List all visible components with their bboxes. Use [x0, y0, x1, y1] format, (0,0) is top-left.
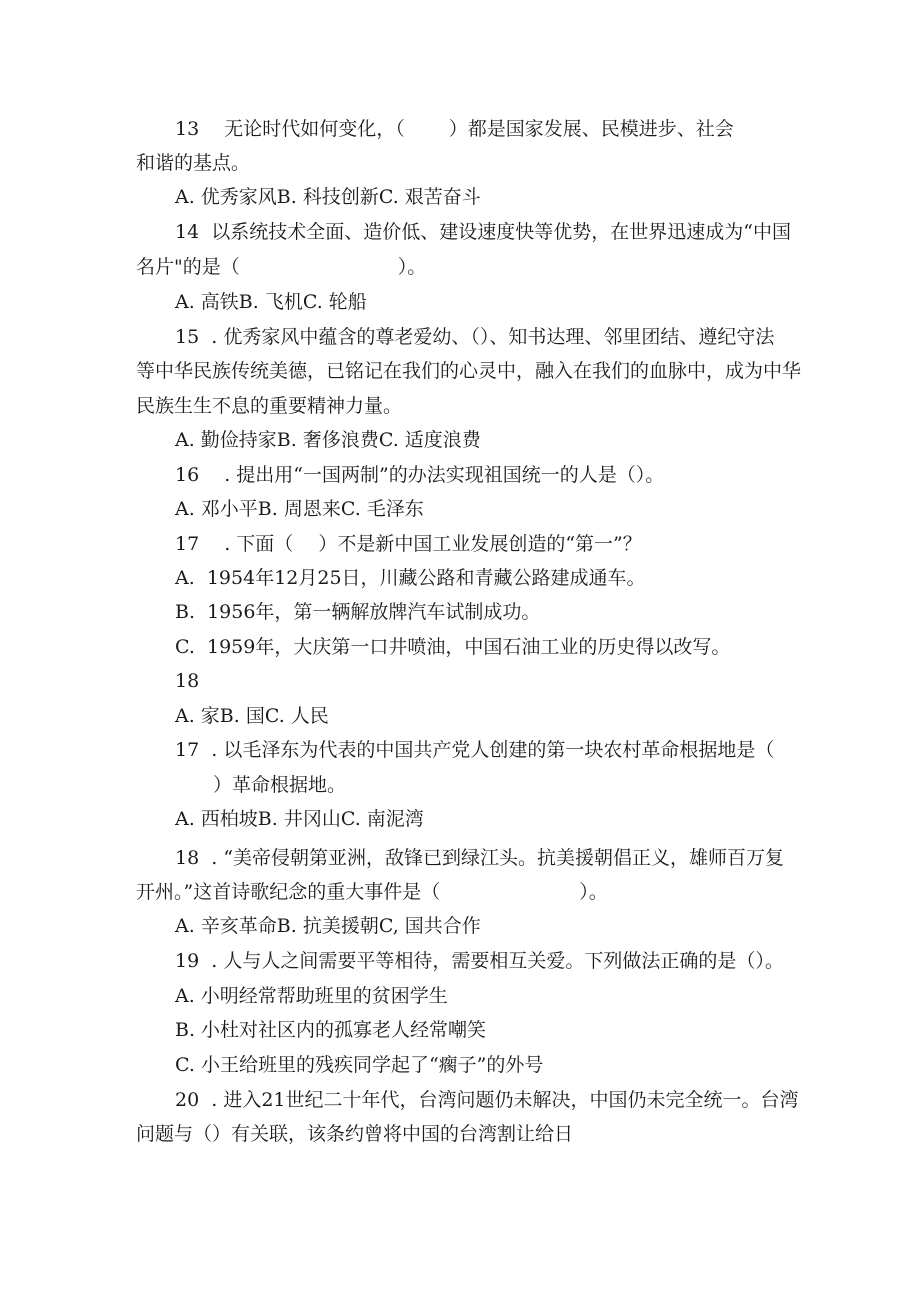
question-20-line-1: 20 . 进入21世纪二十年代，台湾问题仍未解决，中国仍未完全统一。台湾: [175, 1089, 799, 1111]
question-19-option-c: C. 小王给班里的残疾同学起了“瘸子”的外号: [175, 1054, 544, 1076]
question-20-line-2: 问题与（）有关联，该条约曾将中国的台湾割让给日: [136, 1123, 574, 1145]
question-17-option-c: C. 1959年，大庆第一口井喷油，中国石油工业的历史得以改写。: [175, 636, 731, 658]
question-17b-line-1: 17 . 以毛泽东为代表的中国共产党人创建的第一块农村革命根据地是（: [175, 739, 775, 761]
question-14-options: A. 高铁B. 飞机C. 轮船: [175, 291, 367, 313]
question-17b-line-2: ）革命根据地。: [213, 774, 347, 796]
question-16-line-1: 16 . 提出用“一国两制”的办法实现祖国统一的人是（）。: [175, 464, 665, 486]
question-19-option-b: B. 小杜对社区内的孤寡老人经常嘲笑: [175, 1019, 487, 1041]
question-18-number: 18: [175, 670, 200, 692]
question-19-line-1: 19 . 人与人之间需要平等相待，需要相互关爱。下列做法正确的是（）。: [175, 950, 784, 972]
question-13-options: A. 优秀家风B. 科技创新C. 艰苦奋斗: [175, 186, 481, 208]
question-18-options: A. 家B. 国C. 人民: [175, 705, 329, 727]
question-17b-options: A. 西柏坡B. 井冈山C. 南泥湾: [175, 808, 424, 830]
question-17-option-a: A. 1954年12月25日，川藏公路和青藏公路建成通车。: [175, 567, 646, 589]
question-16-options: A. 邓小平B. 周恩来C. 毛泽东: [175, 498, 424, 520]
question-14-line-1: 14 以系统技术全面、造价低、建设速度快等优势，在世界迅速成为“中国: [175, 221, 791, 243]
question-18b-line-1: 18 . “美帝侵朝第亚洲，敌锋已到绿江头。抗美援朝倡正义，雄师百万复: [175, 847, 785, 869]
question-15-line-2: 等中华民族传统美德，已铭记在我们的心灵中，融入在我们的血脉中，成为中华: [136, 360, 802, 382]
question-15-options: A. 勤俭持家B. 奢侈浪费C. 适度浪费: [175, 429, 481, 451]
question-19-option-a: A. 小明经常帮助班里的贫困学生: [175, 985, 448, 1007]
question-15-line-3: 民族生生不息的重要精神力量。: [136, 395, 403, 417]
question-17-option-b: B. 1956年，第一辆解放牌汽车试制成功。: [175, 601, 541, 623]
question-14-line-2: 名片"的是（ ）。: [136, 256, 427, 278]
question-13-line-2: 和谐的基点。: [136, 152, 251, 174]
question-17-line-1: 17 . 下面（ ）不是新中国工业发展创造的“第一”？: [175, 533, 642, 555]
question-18b-options: A. 辛亥革命B. 抗美援朝C, 国共合作: [175, 915, 481, 937]
question-13-line-1: 13 无论时代如何变化，（ ）都是国家发展、民模进步、社会: [175, 118, 734, 140]
question-15-line-1: 15 . 优秀家风中蕴含的尊老爱幼、（）、知书达理、邻里团结、遵纪守法: [175, 326, 775, 348]
question-18b-line-2: 开州。”这首诗歌纪念的重大事件是（ ）。: [136, 881, 608, 903]
